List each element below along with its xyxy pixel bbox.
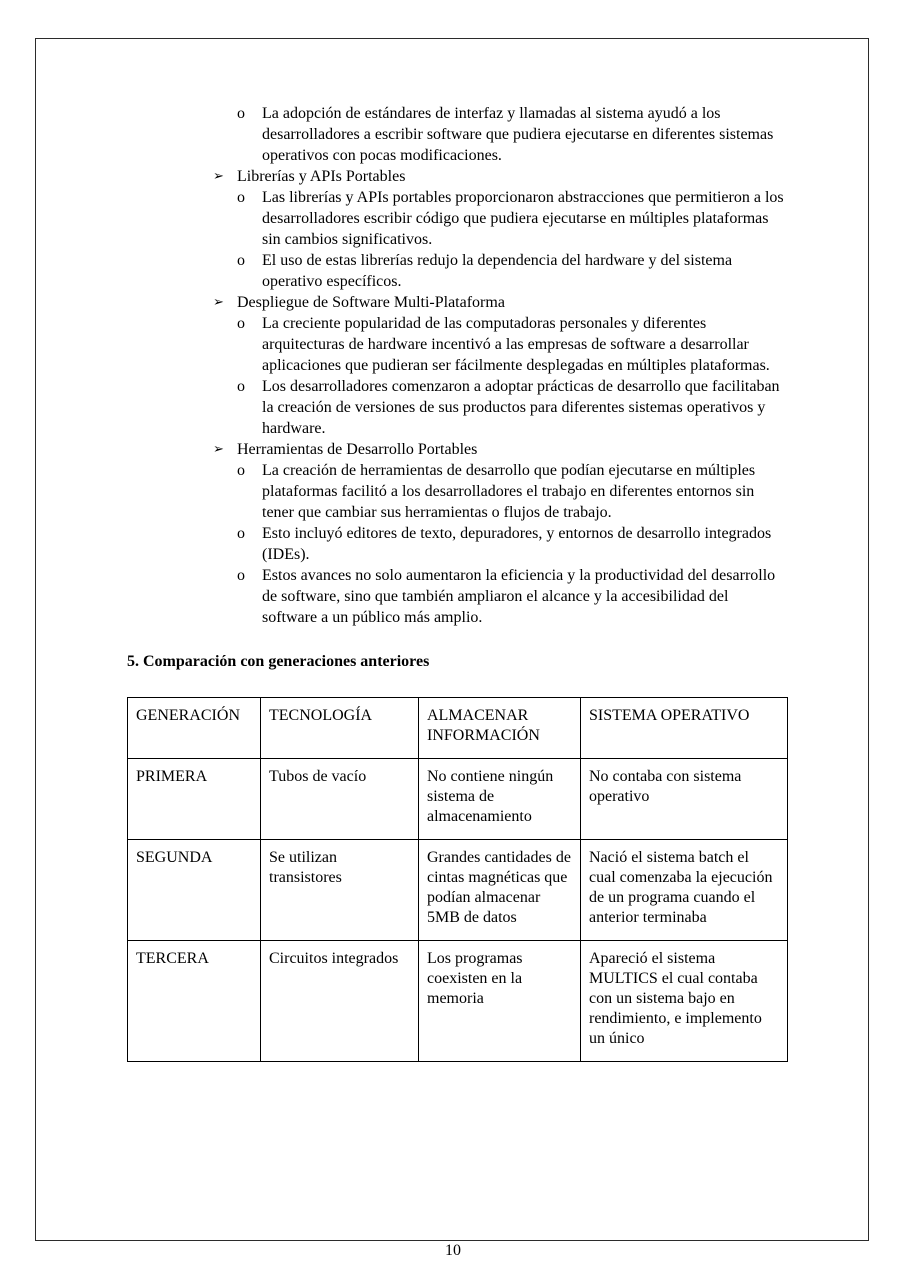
page-number: 10 — [445, 1242, 461, 1259]
table-cell: No contaba con sistema operativo — [581, 759, 788, 840]
bullet-marker: o — [237, 378, 245, 395]
list-item — [127, 166, 787, 187]
arrow-bullet-marker: ➢ — [213, 169, 224, 184]
list-item-text: La creciente popularidad de las computadoras personales y diferentes arquitecturas de hardware incentivó a las empresas de software a desarrollar aplicaciones que pudieran ser fácilmente desplegadas en múltiples plataformas. — [262, 315, 770, 374]
table-header-cell: ALMACENAR INFORMACIÓN — [419, 698, 581, 759]
table-header-cell: GENERACIÓN — [128, 698, 261, 759]
list-item-text: Despliegue de Software Multi-Plataforma — [237, 294, 505, 311]
list-item-text: Los desarrolladores comenzaron a adoptar prácticas de desarrollo que facilitaban la creación de versiones de sus productos para diferentes sistemas operativos y hardware. — [262, 378, 780, 437]
list-item-text: La creación de herramientas de desarrollo que podían ejecutarse en múltiples plataformas facilitó a los desarrolladores el trabajo en diferentes entornos sin tener que cambiar sus herramientas o flujos de trabajo. — [262, 462, 756, 521]
table-cell: Tubos de vacío — [261, 759, 419, 840]
list-item — [127, 460, 787, 523]
list-item-text: El uso de estas librerías redujo la dependencia del hardware y del sistema operativo específicos. — [262, 252, 733, 290]
table-cell: Grandes cantidades de cintas magnéticas que podían almacenar 5MB de datos — [419, 840, 581, 941]
bullet-marker: o — [237, 252, 245, 269]
table-cell: Circuitos integrados — [261, 941, 419, 1062]
table-cell: SEGUNDA — [128, 840, 261, 941]
section-heading: 5. Comparación con generaciones anteriores — [127, 653, 430, 670]
table-row — [128, 941, 788, 1062]
document-content — [127, 103, 787, 1062]
table-cell: Se utilizan transistores — [261, 840, 419, 941]
list-item-text: Librerías y APIs Portables — [237, 168, 406, 185]
list-item — [127, 439, 787, 460]
bullet-marker: o — [237, 315, 245, 332]
list-item — [127, 103, 787, 166]
table-cell: PRIMERA — [128, 759, 261, 840]
bullet-marker: o — [237, 525, 245, 542]
table-header-cell: SISTEMA OPERATIVO — [581, 698, 788, 759]
list-item-text: La adopción de estándares de interfaz y llamadas al sistema ayudó a los desarrolladores a escribir software que pudiera ejecutarse en diferentes sistemas operativos con pocas modificaciones. — [262, 105, 774, 164]
table-cell: Apareció el sistema MULTICS el cual contaba con un sistema bajo en rendimiento, e implemento un único — [581, 941, 788, 1062]
list-item — [127, 250, 787, 292]
bullet-marker: o — [237, 105, 245, 122]
list-item — [127, 376, 787, 439]
list-item-text: Las librerías y APIs portables proporcionaron abstracciones que permitieron a los desarrolladores escribir código que pudiera ejecutarse en múltiples plataformas sin cambios significativos. — [262, 189, 784, 248]
table-header-row — [128, 698, 788, 759]
list-item — [127, 565, 787, 628]
table-cell: No contiene ningún sistema de almacenamiento — [419, 759, 581, 840]
list-item-text: Herramientas de Desarrollo Portables — [237, 441, 478, 458]
list-item-text: Esto incluyó editores de texto, depuradores, y entornos de desarrollo integrados (IDEs). — [262, 525, 772, 563]
list-item — [127, 313, 787, 376]
list-item — [127, 523, 787, 565]
table-cell: TERCERA — [128, 941, 261, 1062]
table-row — [128, 759, 788, 840]
bullet-marker: o — [237, 462, 245, 479]
table-row — [128, 840, 788, 941]
bullet-marker: o — [237, 567, 245, 584]
table-cell: Los programas coexisten en la memoria — [419, 941, 581, 1062]
table-cell: Nació el sistema batch el cual comenzaba la ejecución de un programa cuando el anterior terminaba — [581, 840, 788, 941]
comparison-table — [127, 697, 788, 1062]
list-item — [127, 292, 787, 313]
bullet-marker: o — [237, 189, 245, 206]
arrow-bullet-marker: ➢ — [213, 295, 224, 310]
list-item — [127, 187, 787, 250]
arrow-bullet-marker: ➢ — [213, 442, 224, 457]
list-item-text: Estos avances no solo aumentaron la eficiencia y la productividad del desarrollo de software, sino que también ampliaron el alcance y la accesibilidad del software a un público más amplio. — [262, 567, 776, 626]
table-header-cell: TECNOLOGÍA — [261, 698, 419, 759]
